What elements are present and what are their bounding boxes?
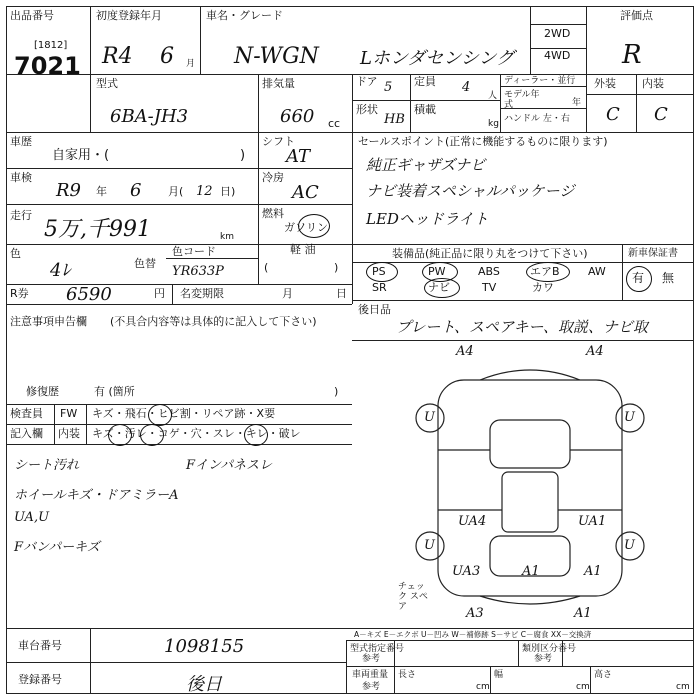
- type-label: 型式: [96, 77, 118, 90]
- color-value: 4ﾚ: [50, 260, 71, 281]
- chassis-value: 1098155: [164, 636, 245, 657]
- mark-rear-bumper-right: A1: [574, 606, 592, 621]
- col-line: [258, 74, 259, 132]
- mark-left-door: UA4: [458, 514, 487, 529]
- remark-1: シート汚れ: [14, 458, 80, 473]
- col-line: [490, 666, 491, 693]
- frame-right: [693, 6, 694, 694]
- equip-circle-airbag: [526, 262, 570, 282]
- fw-text: キズ・飛石・ヒビ割・リペア跡・X要: [92, 407, 276, 420]
- col-line: [500, 74, 501, 132]
- fw-label: FW: [60, 407, 78, 420]
- weight-ref: 参考: [362, 682, 381, 692]
- col-line: [622, 244, 623, 300]
- col-line: [352, 74, 353, 132]
- mileage-label: 走行: [10, 209, 32, 222]
- sales-label: セールスポイント(正常に機能するものに限ります): [358, 135, 608, 148]
- fuel-label: 燃料: [262, 207, 284, 220]
- col-line: [352, 132, 353, 304]
- notes-hint: (不具合内容等は具体的に記入して下さい): [110, 315, 317, 328]
- dealer-label: ディーラー・並行: [504, 76, 576, 86]
- lot-label: 出品番号: [10, 9, 54, 22]
- registration-label: 登録番号: [18, 673, 62, 686]
- row-line: [6, 404, 352, 405]
- row-line: [6, 168, 352, 169]
- height-unit: cm: [676, 682, 690, 692]
- mark-wheel-fl: U: [424, 410, 435, 425]
- warranty-circle: [626, 266, 652, 292]
- aircon-value: AC: [292, 182, 319, 203]
- fuel-diesel: 軽 油: [290, 243, 316, 256]
- equip-navi: ナビ: [428, 281, 450, 294]
- rear-items-label: 後日品: [358, 303, 391, 316]
- lot-code: [1812]: [34, 40, 68, 51]
- mark-wheel-rr: U: [624, 538, 635, 553]
- model-specified-label: 型式指定番号: [350, 644, 405, 654]
- row-line: [6, 74, 694, 75]
- shape-value: HB: [384, 112, 405, 127]
- drive-2wd: 2WD: [544, 27, 571, 40]
- row-line: [6, 444, 352, 445]
- shift-value: AT: [286, 146, 311, 167]
- row-line: [586, 132, 694, 133]
- drive-4wd: 4WD: [544, 49, 571, 62]
- equip-ps: PS: [372, 265, 386, 278]
- row-line: [346, 640, 694, 641]
- sales-line-3: LEDヘッドライト: [366, 210, 489, 228]
- interior-label: 内装: [642, 77, 664, 90]
- interior-grade: C: [654, 104, 668, 125]
- col-line: [586, 6, 587, 132]
- row-line: [352, 100, 500, 101]
- col-line: [200, 6, 201, 74]
- score-value: R: [622, 40, 642, 70]
- int-label: 内装: [58, 427, 80, 440]
- mark-rear-center: A1: [522, 564, 540, 579]
- mark-rear-left: UA3: [452, 564, 481, 579]
- mark-wheel-fr: U: [624, 410, 635, 425]
- repair-label: 修復歴: [26, 385, 59, 398]
- handle-label: ハンドル 左・右: [504, 114, 570, 124]
- model-year-label: モデル年式: [504, 90, 540, 110]
- km-unit: km: [220, 232, 234, 242]
- equip-circle-ps: [366, 262, 398, 282]
- color-change-label: 色替: [134, 257, 156, 270]
- equip-circle-navi: [424, 278, 460, 298]
- name-change-day: 日: [336, 287, 347, 300]
- remark-3: UA,U: [14, 510, 50, 525]
- history-value: 自家用・(: [52, 148, 110, 163]
- row-line: [352, 300, 694, 301]
- model-specified-ref: 参考: [362, 654, 381, 664]
- kg-unit: kg: [488, 119, 499, 129]
- row-line: [6, 204, 352, 205]
- col-line: [90, 628, 91, 693]
- cc-unit: cc: [328, 117, 341, 130]
- int-circle-1: [108, 424, 132, 446]
- col-line: [518, 640, 519, 666]
- grade: Lホンダセンシング: [360, 48, 514, 69]
- category-label: 類別区分番号: [522, 644, 577, 654]
- inspector-label-2: 記入欄: [10, 427, 43, 440]
- col-line: [590, 666, 591, 693]
- row-line: [500, 86, 586, 87]
- warranty-label: 新車保証書: [628, 248, 678, 259]
- col-line: [90, 6, 91, 132]
- exterior-label: 外装: [594, 77, 616, 90]
- inspection-day: 12: [196, 184, 213, 199]
- type-value: 6BA-JH3: [110, 106, 189, 127]
- int-text: キズ・汚レ・コゲ・穴・スレ・キレ・破レ: [92, 427, 301, 440]
- equip-leather: カワ: [532, 281, 554, 294]
- row-line: [352, 244, 694, 245]
- mark-wheel-rl: U: [424, 538, 435, 553]
- row-line: [6, 424, 352, 425]
- length-unit: cm: [476, 682, 490, 692]
- first-reg-month: 6: [160, 44, 174, 69]
- frame-top: [6, 6, 694, 7]
- row-line: [6, 304, 352, 305]
- mileage-value: 5万,千991: [44, 217, 151, 242]
- row-line: [352, 262, 694, 263]
- col-line: [530, 6, 531, 74]
- col-line: [54, 404, 55, 444]
- month-suffix: 月: [186, 59, 196, 69]
- int-circle-2: [140, 424, 164, 446]
- col-line: [636, 74, 637, 132]
- repair-value: 有 (箇所: [94, 385, 135, 398]
- displacement-value: 660: [280, 106, 315, 127]
- equipment-label: 装備品(純正品に限り丸をつけて下さい): [392, 247, 588, 260]
- car-rear-bumper: [480, 596, 580, 604]
- inspection-day-open: 月(: [168, 185, 184, 198]
- inspection-day-close: 日): [220, 185, 236, 198]
- row-line: [6, 132, 586, 133]
- doors-value: 5: [384, 80, 393, 95]
- equip-pw: PW: [428, 265, 446, 278]
- fuel-open: (: [264, 261, 269, 274]
- inspection-month: 6: [130, 180, 142, 201]
- rear-items-value: プレート、スペアキー、取説、ナビ取: [396, 318, 648, 336]
- warranty-yes: 有: [632, 271, 645, 285]
- remark-4: Fバンパーキズ: [14, 540, 100, 555]
- registration-value: 後日: [186, 674, 222, 695]
- displacement-label: 排気量: [262, 77, 295, 90]
- row-line: [6, 628, 694, 629]
- load-label: 積載: [414, 103, 436, 116]
- sales-line-2: ナビ装着スペシャルパッケージ: [366, 182, 575, 200]
- warranty-no: 無: [662, 271, 675, 285]
- model-year-suffix: 年: [572, 98, 582, 108]
- aircon-label: 冷房: [262, 171, 284, 184]
- car-windshield: [490, 420, 570, 468]
- shift-label: シフト: [262, 135, 295, 148]
- row-line: [530, 24, 586, 25]
- recycle-value: 6590: [66, 284, 112, 305]
- category-ref: 参考: [534, 654, 553, 664]
- inspection-year: R9: [56, 180, 82, 201]
- doors-label: ドア: [356, 75, 378, 88]
- history-close: ): [240, 148, 246, 163]
- repair-close: ): [334, 385, 339, 398]
- equip-aw: AW: [588, 265, 606, 278]
- model-name: N-WGN: [234, 44, 319, 69]
- inspector-label-1: 検査員: [10, 407, 43, 420]
- fuel-gas: ガソリン: [284, 221, 328, 234]
- capacity-value: 4: [462, 80, 471, 95]
- mark-front-right: A4: [586, 344, 604, 359]
- col-line: [172, 284, 173, 304]
- length-label: 長さ: [398, 670, 417, 680]
- recycle-label: R券: [10, 287, 29, 300]
- row-line: [166, 258, 258, 259]
- row-line: [6, 284, 352, 285]
- fuel-circle: [298, 214, 330, 238]
- equip-sr: SR: [372, 281, 387, 294]
- history-label: 車歴: [10, 135, 32, 148]
- int-circle-3: [244, 424, 268, 446]
- fw-circle: [148, 404, 172, 426]
- capacity-label: 定員: [414, 75, 436, 88]
- sales-line-1: 純正ギャザズナビ: [366, 156, 486, 174]
- row-line: [6, 662, 346, 663]
- width-unit: cm: [576, 682, 590, 692]
- damage-legend: A－キズ E－エクボ U－凹み W－補修跡 S－サビ C－腐食 XX－交換済: [354, 630, 592, 639]
- persons-unit: 人: [488, 91, 498, 101]
- equip-airbag: エアB: [530, 265, 560, 278]
- height-label: 高さ: [594, 670, 613, 680]
- first-reg-label: 初度登録年月: [96, 9, 162, 22]
- inspection-label: 車検: [10, 171, 32, 184]
- weight-label: 車両重量: [352, 670, 389, 680]
- name-change-month: 月: [282, 287, 293, 300]
- equip-tv: TV: [482, 281, 497, 294]
- color-code-value: YR633P: [172, 264, 224, 279]
- shape-label: 形状: [356, 103, 378, 116]
- spare-note: チェック スペア: [398, 582, 428, 612]
- fuel-close: ): [334, 261, 339, 274]
- col-line: [86, 404, 87, 444]
- mark-right-door: UA1: [578, 514, 607, 529]
- frame-left: [6, 6, 7, 694]
- row-line: [352, 340, 694, 341]
- frame-bottom: [6, 693, 694, 694]
- chassis-label: 車台番号: [18, 639, 62, 652]
- name-change-label: 名変期限: [180, 287, 224, 300]
- yen-unit: 円: [154, 287, 165, 300]
- width-label: 幅: [494, 670, 504, 680]
- equip-abs: ABS: [478, 265, 500, 278]
- remark-right: Fインパネスレ: [186, 458, 273, 473]
- remark-2: ホイールキズ・ドアミラーA: [14, 488, 179, 503]
- mark-rear-right: A1: [584, 564, 602, 579]
- exterior-grade: C: [606, 104, 620, 125]
- model-label: 車名・グレード: [206, 9, 283, 22]
- mark-rear-bumper-left: A3: [466, 606, 484, 621]
- col-line: [258, 132, 259, 284]
- car-front-bumper: [480, 370, 580, 380]
- lot-number: 7021: [14, 52, 81, 80]
- col-line: [410, 74, 411, 132]
- row-line: [346, 666, 694, 667]
- inspection-year-suffix: 年: [96, 185, 107, 198]
- color-label: 色: [10, 247, 21, 260]
- color-code-label: 色コード: [172, 245, 216, 258]
- car-roof: [502, 472, 558, 532]
- row-line: [586, 94, 694, 95]
- first-reg-year: R4: [102, 44, 133, 69]
- mark-front-left: A4: [456, 344, 474, 359]
- score-label: 評価点: [620, 9, 653, 22]
- notes-label: 注意事項申告欄: [10, 315, 87, 328]
